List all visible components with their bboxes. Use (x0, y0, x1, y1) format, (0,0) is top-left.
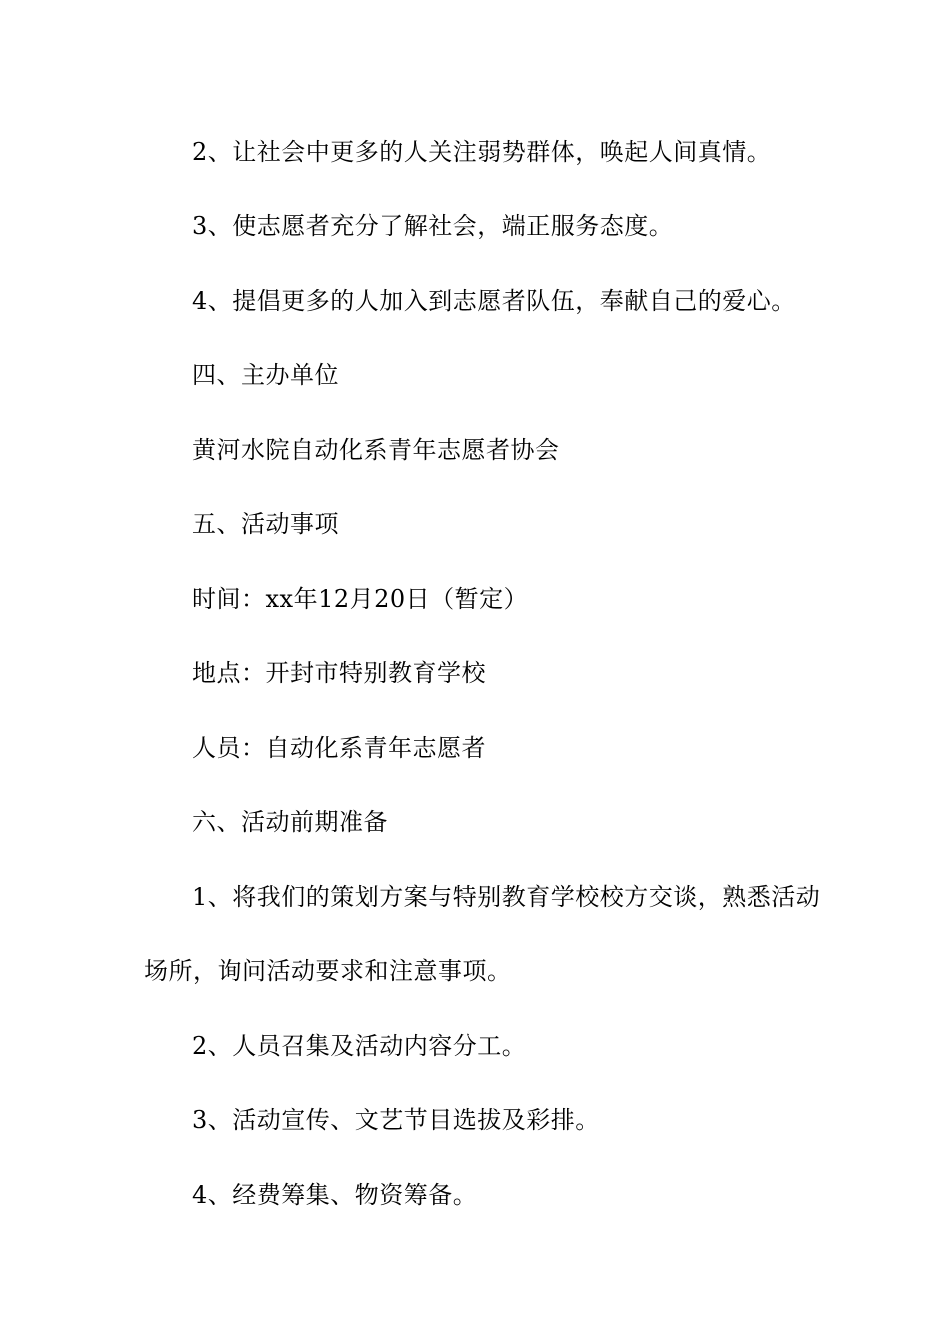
paragraph-prep-1-continued: 场所，询问活动要求和注意事项。 (144, 957, 512, 985)
paragraph-prep-4: 4、经费筹集、物资筹备。 (192, 1181, 478, 1209)
section-heading-organizer: 四、主办单位 (192, 361, 339, 389)
paragraph-goal-2: 2、让社会中更多的人关注弱势群体，唤起人间真情。 (192, 138, 772, 166)
paragraph-prep-3: 3、活动宣传、文艺节目选拔及彩排。 (192, 1106, 600, 1134)
section-heading-preparation: 六、活动前期准备 (192, 808, 388, 836)
paragraph-time: 时间：xx年12月20日（暂定） (192, 585, 529, 613)
paragraph-prep-1: 1、将我们的策划方案与特别教育学校校方交谈，熟悉活动 (192, 883, 821, 911)
section-heading-activity: 五、活动事项 (192, 510, 339, 538)
paragraph-personnel: 人员：自动化系青年志愿者 (192, 734, 486, 762)
paragraph-goal-3: 3、使志愿者充分了解社会，端正服务态度。 (192, 212, 674, 240)
paragraph-goal-4: 4、提倡更多的人加入到志愿者队伍，奉献自己的爱心。 (192, 287, 796, 315)
paragraph-location: 地点：开封市特别教育学校 (192, 659, 486, 687)
paragraph-organizer: 黄河水院自动化系青年志愿者协会 (192, 436, 560, 464)
paragraph-prep-2: 2、人员召集及活动内容分工。 (192, 1032, 527, 1060)
